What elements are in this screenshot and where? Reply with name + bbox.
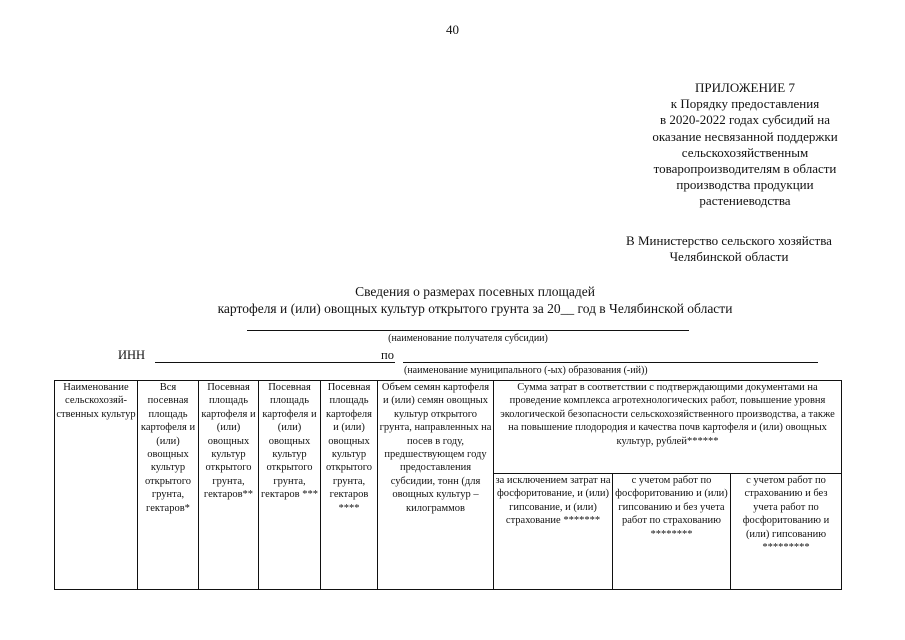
addressee-line-1: В Министерство сельского хозяйства bbox=[626, 233, 832, 248]
municipality-field[interactable] bbox=[403, 362, 818, 363]
recipient-caption: (наименование получателя субсидии) bbox=[388, 333, 548, 344]
appendix-line: производства продукции bbox=[676, 177, 814, 193]
document-title bbox=[130, 284, 820, 317]
recipient-name-field[interactable] bbox=[247, 330, 689, 331]
inn-row bbox=[118, 348, 838, 366]
page-number: 40 bbox=[446, 22, 459, 37]
appendix-title: ПРИЛОЖЕНИЕ 7 bbox=[695, 80, 795, 95]
appendix-line: в 2020-2022 годах субсидий на bbox=[659, 112, 830, 128]
addressee-block bbox=[596, 233, 862, 265]
header-cost-with-insurance: с учетом работ по страхованию и без учета работ по фосфоритованию и (или) гипсованию ********* bbox=[731, 474, 842, 590]
document-title-line-2: картофеля и (или) овощных культур открытого грунта за 20__ год в Челябинской области bbox=[217, 300, 733, 316]
appendix-line: сельскохозяйственным bbox=[681, 144, 809, 160]
header-crop-name: Наименование сельскохозяй-ственных культур bbox=[55, 381, 138, 590]
header-area-2: Посевная площадь картофеля и (или) овощных культур открытого грунта, гектаров** bbox=[199, 381, 259, 590]
po-label: по bbox=[381, 348, 394, 362]
document-title-line-1: Сведения о размерах посевных площадей bbox=[355, 284, 595, 299]
inn-field[interactable] bbox=[155, 362, 395, 363]
header-area-4: Посевная площадь картофеля и (или) овощных культур открытого грунта, гектаров **** bbox=[321, 381, 378, 590]
inn-label: ИНН bbox=[118, 348, 146, 362]
crop-area-table bbox=[54, 380, 842, 590]
appendix-line: растениеводства bbox=[699, 193, 791, 209]
header-cost-with-phosphorite: с учетом работ по фосфоритованию и (или) гипсованию и без учета работ по страхованию ******** bbox=[613, 474, 731, 590]
header-cost-excluding: за исключением затрат на фосфоритование, и (или) гипсование, и (или) страхование ******* bbox=[494, 474, 613, 590]
appendix-line: к Порядку предоставления bbox=[670, 96, 820, 112]
appendix-block bbox=[620, 80, 870, 210]
header-cost-sum: Сумма затрат в соответствии с подтверждающими документами на проведение комплекса агротехнологических работ, повышение уровня экологической безопасности сельскохозяйственного производства, а также на повышение плодородия и качества почв картофеля и (или) овощных культур, рублей****** bbox=[494, 381, 842, 474]
header-area-3: Посевная площадь картофеля и (или) овощных культур открытого грунта, гектаров *** bbox=[259, 381, 321, 590]
header-total-area: Вся посевная площадь картофеля и (или) овощных культур открытого грунта, гектаров* bbox=[138, 381, 199, 590]
header-seed-volume: Объем семян картофеля и (или) семян овощных культур открытого грунта, направленных на посев в году, предшествующем году предоставления субсидии, тонн (для овощных культур – килограммов bbox=[378, 381, 494, 590]
addressee-line-2: Челябинской области bbox=[669, 249, 789, 264]
appendix-line: оказание несвязанной поддержки bbox=[652, 128, 838, 144]
appendix-line: товаропроизводителям в области bbox=[653, 161, 837, 177]
municipality-caption: (наименование муниципального (-ых) образования (-ий)) bbox=[404, 365, 648, 376]
